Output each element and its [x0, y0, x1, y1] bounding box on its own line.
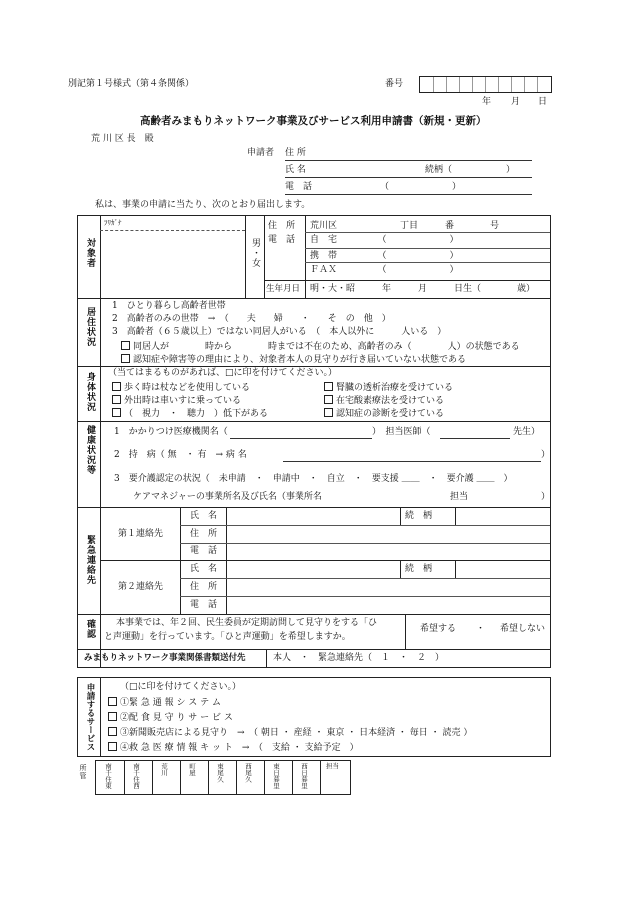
- not-want-option[interactable]: 希望しない: [500, 624, 546, 634]
- applicant-address-label: 住 所: [285, 148, 306, 158]
- second-name-label: 氏 名: [190, 564, 218, 574]
- checkbox[interactable]: [108, 697, 117, 706]
- residence-option-3b[interactable]: 認知症や障害等の理由により、対象者本人の見守りが行き届いていない状態である: [121, 354, 466, 366]
- checkbox[interactable]: [121, 341, 130, 350]
- service-medical-kit[interactable]: ④救 急 医 療 情 報 キ ッ ト → （ 支給 ・ 支給予定 ）: [108, 742, 359, 754]
- residence-option-1[interactable]: 1 ひとり暮らし高齢者世帯: [112, 301, 226, 311]
- service-newspaper[interactable]: ③新聞販売店による見守り → （ 朝日 ・ 産経 ・ 東京 ・ 日本経済 ・ 毎日 ・ 読売 ）: [108, 727, 472, 739]
- physical-wheelchair[interactable]: 外出時は車いすに乗っている: [112, 395, 241, 407]
- emergency-label: 緊急連絡先: [85, 535, 95, 585]
- applicant-phone-line[interactable]: [285, 194, 532, 195]
- subject-fax[interactable]: ＦＡＸ （ ）: [310, 265, 459, 275]
- physical-oxygen[interactable]: 在宅酸素療法を受けている: [324, 395, 444, 407]
- subject-label: 対象者: [85, 238, 95, 268]
- checkbox[interactable]: [324, 395, 333, 404]
- first-contact-label: 第１連絡先: [118, 529, 164, 539]
- second-contact-label: 第２連絡先: [118, 582, 164, 592]
- applicant-address-line[interactable]: [285, 160, 532, 161]
- services-note: （□に印を付けてください。）: [120, 682, 242, 692]
- physical-cane[interactable]: 歩く時は杖などを使用している: [112, 382, 250, 394]
- service-meal-delivery[interactable]: ②配 食 見 守 り サ ー ビ ス: [108, 712, 233, 724]
- applicant-name-label: 氏 名: [285, 165, 306, 175]
- checkbox[interactable]: [108, 742, 117, 751]
- illness-close: ）: [541, 450, 551, 460]
- gender-select[interactable]: 男・女: [250, 238, 260, 268]
- physical-label: 身体状況: [85, 372, 95, 412]
- confirm-label: 確認: [85, 619, 95, 639]
- first-phone-label: 電 話: [190, 546, 218, 556]
- subject-address-label: 住 所: [268, 221, 296, 231]
- office-label: 所管: [79, 764, 87, 780]
- main-table: [77, 215, 551, 668]
- date-day: 日: [538, 97, 548, 107]
- office-machiya[interactable]: 町屋: [188, 763, 196, 776]
- service-emergency-alarm[interactable]: ①緊 急 通 報 シ ス テ ム: [108, 697, 221, 709]
- furigana-label: ﾌﾘｶﾞﾅ: [104, 219, 122, 227]
- doctor-name-field[interactable]: [440, 438, 510, 439]
- want-option[interactable]: 希望する: [420, 624, 457, 634]
- form-reference: 別記第１号様式（第４条関係）: [68, 79, 195, 89]
- checkbox[interactable]: [112, 382, 121, 391]
- office-higashiogu[interactable]: 東尾久: [216, 763, 224, 783]
- office-minamisenju-nishi[interactable]: 南千住西: [132, 763, 140, 789]
- second-phone-label: 電 話: [190, 600, 218, 610]
- doctor-suffix: 先生）: [513, 427, 541, 437]
- page-title: 高齢者みまもりネットワーク事業及びサービス利用申請書（新規・更新）: [140, 115, 487, 127]
- checkbox[interactable]: [112, 395, 121, 404]
- checkbox[interactable]: [324, 408, 333, 417]
- confirm-text-2: と声運動」を行っています。「ひと声運動」を希望しますか。: [104, 632, 351, 642]
- birth-label: 生年月日: [266, 284, 301, 294]
- first-address-label: 住 所: [190, 529, 218, 539]
- date-month: 月: [511, 97, 521, 107]
- date-year: 年: [482, 97, 492, 107]
- checkbox[interactable]: [112, 408, 121, 417]
- subject-phone-label: 電 話: [268, 235, 296, 245]
- doctor-label: ） 担当医師（: [372, 427, 431, 437]
- residence-option-3[interactable]: 3 高齢者（６５歳以上）ではない同居人がいる （ 本人以外に 人いる ）: [112, 327, 447, 337]
- confirm-text-1: 本事業では、年２回、民生委員が定期訪問して見守りをする「ひ: [116, 618, 378, 628]
- physical-dementia[interactable]: 認知症の診断を受けている: [324, 408, 444, 420]
- subject-home-phone[interactable]: 自 宅 （ ）: [310, 235, 459, 245]
- care-manager-staff[interactable]: 担当: [450, 492, 469, 502]
- office-arakawa[interactable]: 荒川: [160, 763, 168, 776]
- first-relation-label: 続 柄: [405, 511, 433, 521]
- residence-option-2[interactable]: 2 高齢者のみの世帯 → （ 夫 婦 ・ そ の 他 ）: [112, 314, 391, 324]
- office-staff[interactable]: 担当: [326, 762, 339, 770]
- care-manager-close: ）: [541, 492, 551, 502]
- office-minamisenju-higashi[interactable]: 南千住東: [104, 763, 112, 789]
- option-separator: ・: [476, 624, 486, 634]
- office-nishinippori[interactable]: 西日暮里: [300, 763, 308, 789]
- illness-name-field[interactable]: [283, 461, 541, 462]
- checkbox[interactable]: [108, 727, 117, 736]
- care-status[interactable]: 3 要介護認定の状況（ 未申請 ・ 申請中 ・ 自立 ・ 要支援 ＿＿ ・ 要介護 ＿＿ ）: [114, 474, 513, 484]
- physical-note: （当てはまるものがあれば、□に印を付けてください。）: [108, 368, 338, 378]
- applicant-name-line[interactable]: [285, 177, 532, 178]
- office-nishiogu[interactable]: 西尾久: [244, 763, 252, 783]
- applicant-phone-label: 電 話: [285, 182, 313, 192]
- first-name-label: 氏 名: [190, 511, 218, 521]
- addressee: 荒 川 区 長 殿: [91, 134, 154, 144]
- checkbox[interactable]: [324, 382, 333, 391]
- residence-label: 居住状況: [85, 307, 95, 347]
- chronic-illness-label[interactable]: 2 持 病（ 無 ・ 有 → 病 名: [114, 450, 247, 460]
- applicant-relation: 続柄（ ）: [425, 165, 516, 175]
- subject-mobile-phone[interactable]: 携 帯 （ ）: [310, 251, 459, 261]
- number-label: 番号: [385, 79, 404, 89]
- office-higashinippori[interactable]: 東日暮里: [272, 763, 280, 789]
- second-relation-label: 続 柄: [405, 564, 433, 574]
- applicant-label: 申請者: [247, 148, 275, 158]
- checkbox[interactable]: [108, 712, 117, 721]
- health-label: 健康状況等: [85, 425, 95, 475]
- destination-label: みまもりネットワーク事業関係書類送付先: [84, 653, 246, 663]
- intro-text: 私は、事業の申請に当たり、次のとおり届出します。: [95, 200, 311, 210]
- physical-dialysis[interactable]: 腎臓の透析治療を受けている: [324, 382, 453, 394]
- birth-value[interactable]: 明・大・昭 年 月 日生（ 歳）: [310, 284, 536, 294]
- clinic-label: 1 かかりつけ医療機関名（: [114, 427, 228, 437]
- number-boxes[interactable]: [419, 76, 552, 93]
- second-address-label: 住 所: [190, 582, 218, 592]
- destination-options[interactable]: 本人 ・ 緊急連絡先（ １ ・ ２ ）: [273, 653, 445, 663]
- care-manager-label: ケアマネジャーの事業所名及び氏名（事業所名: [133, 492, 322, 502]
- subject-address-value[interactable]: 荒川区 丁目 番 号: [310, 221, 500, 231]
- clinic-name-field[interactable]: [230, 438, 372, 439]
- physical-vision-hearing[interactable]: （ 視力 ・ 聴力 ）低下がある: [112, 408, 268, 420]
- residence-option-3a[interactable]: 同居人が 時から 時までは不在のため、高齢者のみ（ 人）の状態である: [121, 341, 520, 353]
- services-label: 申請するサービス: [85, 683, 95, 751]
- applicant-phone-paren: （ ）: [380, 182, 462, 192]
- checkbox[interactable]: [121, 354, 130, 363]
